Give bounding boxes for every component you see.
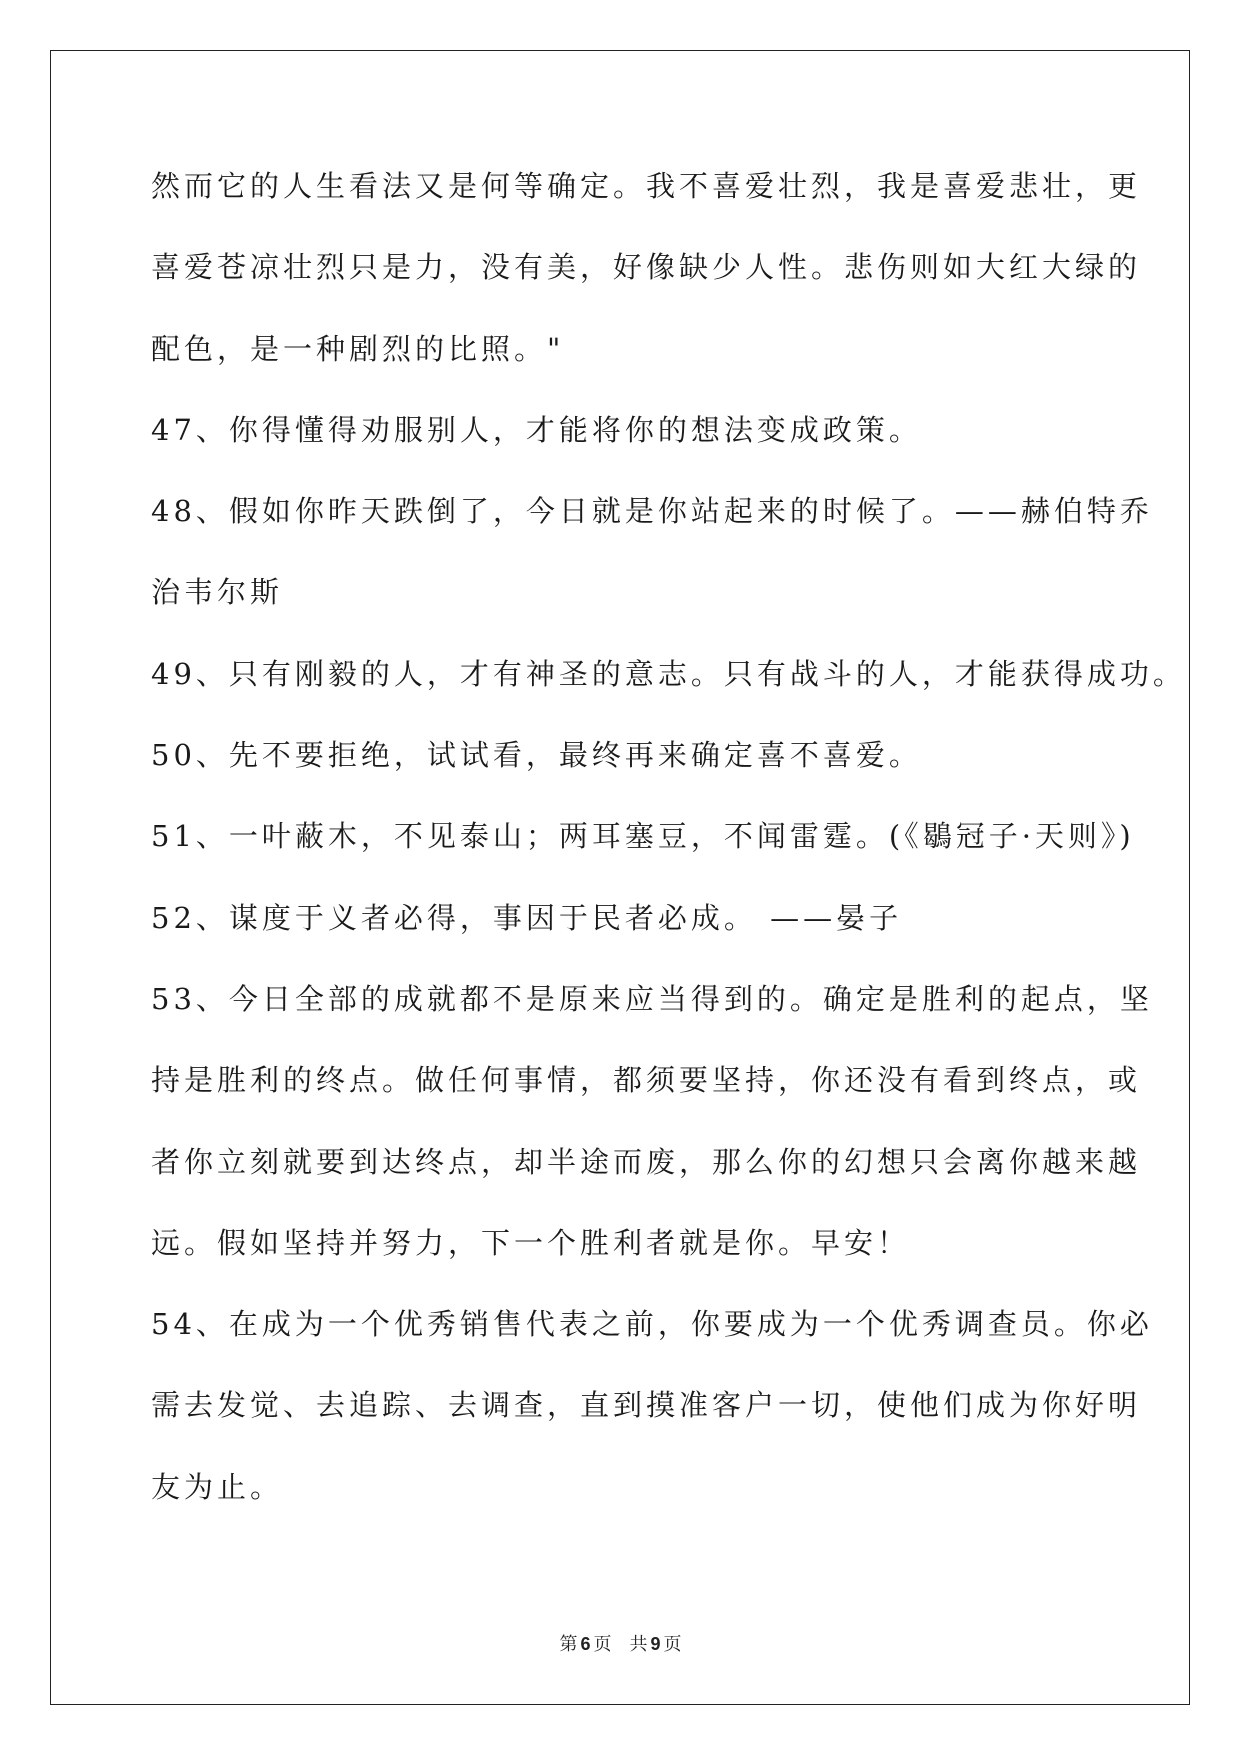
text-line: 持是胜利的终点。做任何事情，都须要坚持，你还没有看到终点，或 xyxy=(151,1063,1142,1098)
total-pages-number: 9 xyxy=(650,1634,661,1654)
text-line: 49、只有刚毅的人，才有神圣的意志。只有战斗的人，才能获得成功。 xyxy=(151,656,1186,691)
footer-total-prefix: 共 xyxy=(629,1634,648,1655)
footer-total-unit: 页 xyxy=(663,1634,682,1655)
text-line: 48、假如你昨天跌倒了，今日就是你站起来的时候了。——赫伯特乔 xyxy=(151,494,1153,529)
footer-page-unit: 页 xyxy=(593,1634,612,1655)
text-line: 50、先不要拒绝，试试看，最终再来确定喜不喜爱。 xyxy=(151,738,922,773)
text-line: 52、谋度于义者必得，事因于民者必成。 ——晏子 xyxy=(151,900,903,935)
text-line: 54、在成为一个优秀销售代表之前，你要成为一个优秀调查员。你必 xyxy=(151,1307,1153,1342)
text-line: 需去发觉、去追踪、去调查，直到摸准客户一切，使他们成为你好明 xyxy=(151,1388,1142,1423)
text-line: 配色，是一种剧烈的比照。" xyxy=(151,331,565,366)
text-line: 喜爱苍凉壮烈只是力，没有美，好像缺少人性。悲伤则如大红大绿的 xyxy=(151,250,1142,285)
text-line: 治韦尔斯 xyxy=(151,575,284,610)
text-line: 53、今日全部的成就都不是原来应当得到的。确定是胜利的起点，坚 xyxy=(151,981,1153,1016)
footer-prefix: 第 xyxy=(559,1634,578,1655)
text-line: 者你立刻就要到达终点，却半途而废，那么你的幻想只会离你越来越 xyxy=(151,1144,1142,1179)
text-line: 然而它的人生看法又是何等确定。我不喜爱壮烈，我是喜爱悲壮，更 xyxy=(151,169,1142,203)
text-line: 47、你得懂得劝服别人，才能将你的想法变成政策。 xyxy=(151,412,922,447)
page-footer xyxy=(0,1630,1241,1656)
text-line: 远。假如坚持并努力，下一个胜利者就是你。早安！ xyxy=(151,1225,911,1260)
text-line: 51、一叶蔽木，不见泰山；两耳塞豆，不闻雷霆。(《鶡冠子·天则》) xyxy=(151,819,1135,854)
text-line: 友为止。 xyxy=(151,1469,284,1504)
current-page-number: 6 xyxy=(580,1634,591,1654)
document-body xyxy=(151,162,1186,1544)
